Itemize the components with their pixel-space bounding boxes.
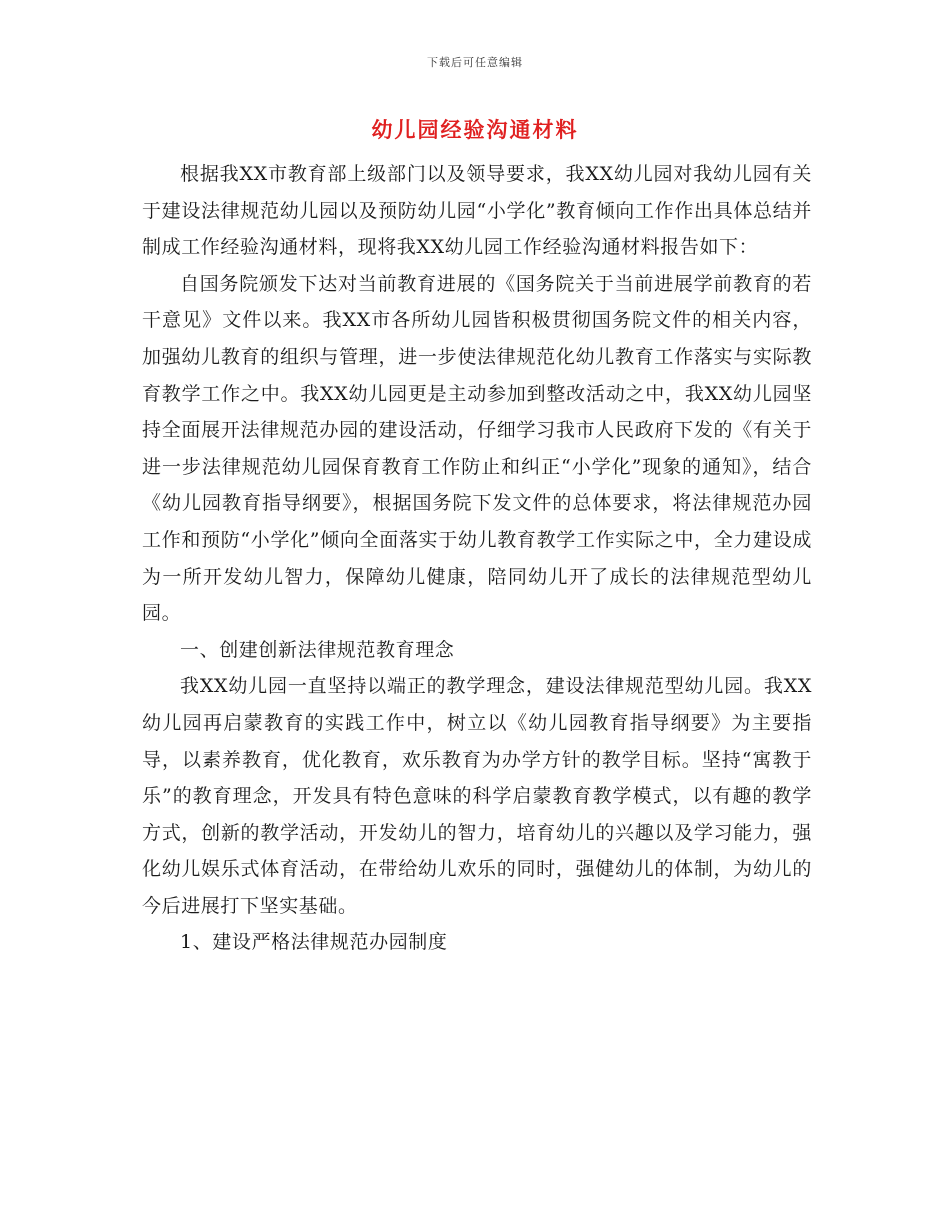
document-title: 幼儿园经验沟通材料 xyxy=(371,117,579,142)
paragraph-background: 自国务院颁发下达对当前教育进展的《国务院关于当前进展学前教育的若干意见》文件以来。我XX市各所幼儿园皆积极贯彻国务院文件的相关内容，加强幼儿教育的组织与管理，进一步使法律规范化幼儿教育工作落实与实际教育教学工作之中。我XX幼儿园更是主动参加到整改活动之中，我XX幼儿园坚持全面展开法律规范办园的建设活动，仔细学习我市人民政府下发的《有关于进一步法律规范幼儿园保育教育工作防止和纠正“小学化”现象的通知》，结合《幼儿园教育指导纲要》，根据国务院下发文件的总体要求，将法律规范办园工作和预防“小学化”倾向全面落实于幼儿教育教学工作实际之中，全力建设成为一所开发幼儿智力，保障幼儿健康，陪同幼儿开了成长的法律规范型幼儿园。 xyxy=(142,272,812,625)
document-body xyxy=(142,156,812,961)
section-heading-1: 一、创建创新法律规范教育理念 xyxy=(180,638,455,661)
paragraph-intro: 根据我XX市教育部上级部门以及领导要求，我XX幼儿园对我幼儿园有关于建设法律规范幼儿园以及预防幼儿园“小学化”教育倾向工作作出具体总结并制成工作经验沟通材料，现将我XX幼儿园工作经验沟通材料报告如下： xyxy=(142,163,812,259)
header-note: 下载后可任意编辑 xyxy=(427,56,523,69)
subsection-heading-1: 1、建设严格法律规范办园制度 xyxy=(180,931,448,954)
paragraph-section-1: 我XX幼儿园一直坚持以端正的教学理念，建设法律规范型幼儿园。我XX幼儿园再启蒙教育的实践工作中，树立以《幼儿园教育指导纲要》为主要指导，以素养教育，优化教育，欢乐教育为办学方针的教学目标。坚持“寓教于乐”的教育理念，开发具有特色意味的科学启蒙教育教学模式，以有趣的教学方式，创新的教学活动，开发幼儿的智力，培育幼儿的兴趣以及学习能力，强化幼儿娱乐式体育活动，在带给幼儿欢乐的同时，强健幼儿的体制，为幼儿的今后进展打下坚实基础。 xyxy=(142,675,812,917)
